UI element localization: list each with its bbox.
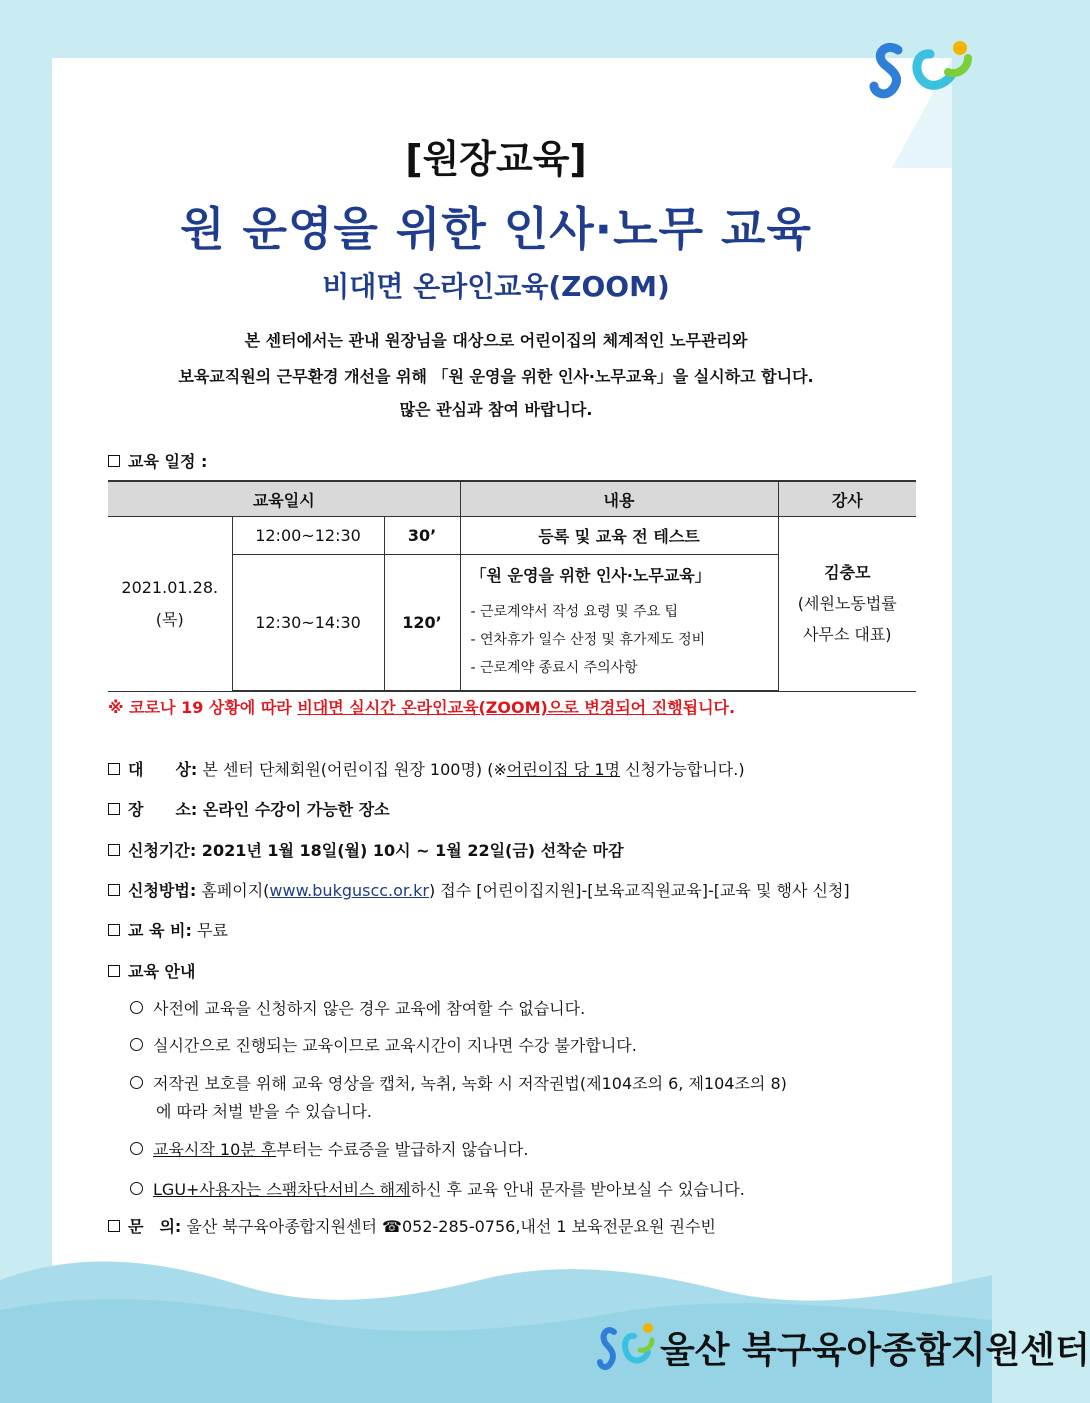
guide-text: 저작권 보호를 위해 교육 영상을 캡처, 녹취, 녹화 시 저작권법(제104조의 6, 제104조의 8) [153, 1074, 787, 1093]
footer-org-name: 울산 북구육아종합지원센터 [660, 1330, 1090, 1371]
guide-highlight: 교육시작 10분 후 [153, 1140, 277, 1159]
notice-prefix: ※ 코로나 19 상황에 따라 [108, 698, 298, 717]
target-label: 대 상: [128, 760, 198, 779]
document-sheet [52, 58, 952, 1403]
circle-bullet-icon [130, 1142, 143, 1155]
duration-cell: 120’ [384, 555, 460, 692]
intro-line-3: 많은 관심과 참여 바랍니다. [399, 400, 593, 419]
date: 2021.01.28. [121, 577, 219, 597]
schedule-heading: 교육 일정 : [108, 449, 207, 472]
guide-item [130, 1177, 745, 1200]
checkbox-square-icon [108, 1220, 120, 1232]
method-prefix: 홈페이지( [196, 881, 270, 900]
circle-bullet-icon [130, 1076, 143, 1089]
place-value: 온라인 수강이 가능한 장소 [197, 800, 390, 819]
checkbox-square-icon [108, 803, 120, 815]
guide-text: 실시간으로 진행되는 교육이므로 교육시간이 지나면 수강 불가합니다. [153, 1036, 637, 1055]
period-label: 신청기간: [128, 841, 197, 860]
place-label: 장 소: [128, 800, 198, 819]
target-value: 본 센터 단체회원(어린이집 원장 100명) (※ [197, 760, 507, 779]
content-item: - 연차휴가 일수 산정 및 휴가제도 정비 [470, 632, 706, 648]
content-item: - 근로계약 종료시 주의사항 [470, 660, 638, 676]
instructor-cell [778, 517, 916, 692]
guide-label: 교육 안내 [128, 962, 196, 981]
guide-item-continued: 에 따라 처벌 받을 수 있습니다. [156, 1102, 372, 1121]
checkbox-square-icon [108, 455, 120, 467]
intro-line-1: 본 센터에서는 관내 원장님을 대상으로 어린이집의 체계적인 노무관리와 [244, 331, 748, 350]
time-cell: 12:30~14:30 [232, 555, 384, 692]
content-item: - 근로계약서 작성 요령 및 주요 팁 [470, 604, 679, 620]
target-suffix: 신청가능합니다.) [619, 760, 745, 779]
guide-text: 부터는 수료증을 발급하지 않습니다. [276, 1140, 529, 1159]
instructor-org: 사무소 대표) [802, 625, 892, 645]
notice-highlight: 비대면 실시간 온라인교육(ZOOM)으로 변경되어 진행 [297, 698, 683, 717]
place-row [108, 797, 390, 820]
content-title: 「원 운영을 위한 인사·노무교육」 [470, 566, 711, 585]
guide-heading [108, 959, 195, 982]
checkbox-square-icon [108, 763, 120, 775]
subtitle: 비대면 온라인교육(ZOOM) [322, 270, 670, 303]
duration-cell: 30’ [384, 517, 460, 555]
table-header-row [108, 481, 916, 517]
method-label: 신청방법: [128, 881, 197, 900]
checkbox-square-icon [108, 924, 120, 936]
content-cell [460, 555, 778, 692]
contact-value: 울산 북구육아종합지원센터 ☎052-285-0756,내선 1 보육전문요원 권수빈 [181, 1217, 716, 1236]
guide-item [130, 1033, 637, 1056]
contact-label: 문 의: [128, 1217, 182, 1236]
day: (목) [155, 609, 184, 629]
checkbox-square-icon [108, 884, 120, 896]
header-content: 내용 [460, 481, 778, 517]
time-cell: 12:00~12:30 [232, 517, 384, 555]
schedule-table [108, 480, 916, 692]
checkbox-square-icon [108, 844, 120, 856]
instructor-name: 김충모 [824, 563, 871, 583]
guide-highlight: LGU+사용자는 스팸차단서비스 해제 [153, 1180, 411, 1199]
contact-row [108, 1214, 716, 1237]
guide-item [130, 996, 585, 1019]
circle-bullet-icon [130, 1182, 143, 1195]
method-row [108, 878, 850, 901]
intro-line-2: 보육교직원의 근무환경 개선을 위해 「원 운영을 위한 인사·노무교육」을 실시하고 합니다. [178, 367, 814, 386]
guide-text: 사전에 교육을 신청하지 않은 경우 교육에 참여할 수 없습니다. [153, 999, 586, 1018]
guide-item [130, 1071, 916, 1094]
target-row [108, 757, 745, 780]
homepage-link[interactable]: www.bukguscc.or.kr [269, 881, 429, 900]
notice-suffix: 됩니다. [682, 698, 736, 717]
content-cell: 등록 및 교육 전 테스트 [460, 517, 778, 555]
category-title: [원장교육] [405, 137, 587, 181]
checkbox-square-icon [108, 965, 120, 977]
center-logo-icon [868, 32, 978, 102]
instructor-org: (세원노동법률 [797, 594, 897, 614]
center-logo-icon [598, 1318, 656, 1378]
table-row [108, 517, 916, 555]
target-limit: 어린이집 당 1명 [506, 760, 620, 779]
period-value: 2021년 1월 18일(월) 10시 ~ 1월 22일(금) 선착순 마감 [196, 841, 624, 860]
main-title: 원 운영을 위한 인사·노무 교육 [180, 202, 812, 256]
guide-item [130, 1137, 528, 1160]
fee-row [108, 918, 228, 941]
guide-text: 하신 후 교육 안내 문자를 받아보실 수 있습니다. [410, 1180, 745, 1199]
covid-notice [108, 695, 735, 718]
period-row [108, 838, 624, 861]
date-cell [108, 517, 232, 692]
circle-bullet-icon [130, 1001, 143, 1014]
method-suffix: ) 접수 [어린이집지원]-[보육교직원교육]-[교육 및 행사 신청] [428, 881, 850, 900]
fee-label: 교 육 비: [128, 921, 192, 940]
header-datetime: 교육일시 [108, 481, 460, 517]
fee-value: 무료 [191, 921, 228, 940]
header-instructor: 강사 [778, 481, 916, 517]
circle-bullet-icon [130, 1038, 143, 1051]
